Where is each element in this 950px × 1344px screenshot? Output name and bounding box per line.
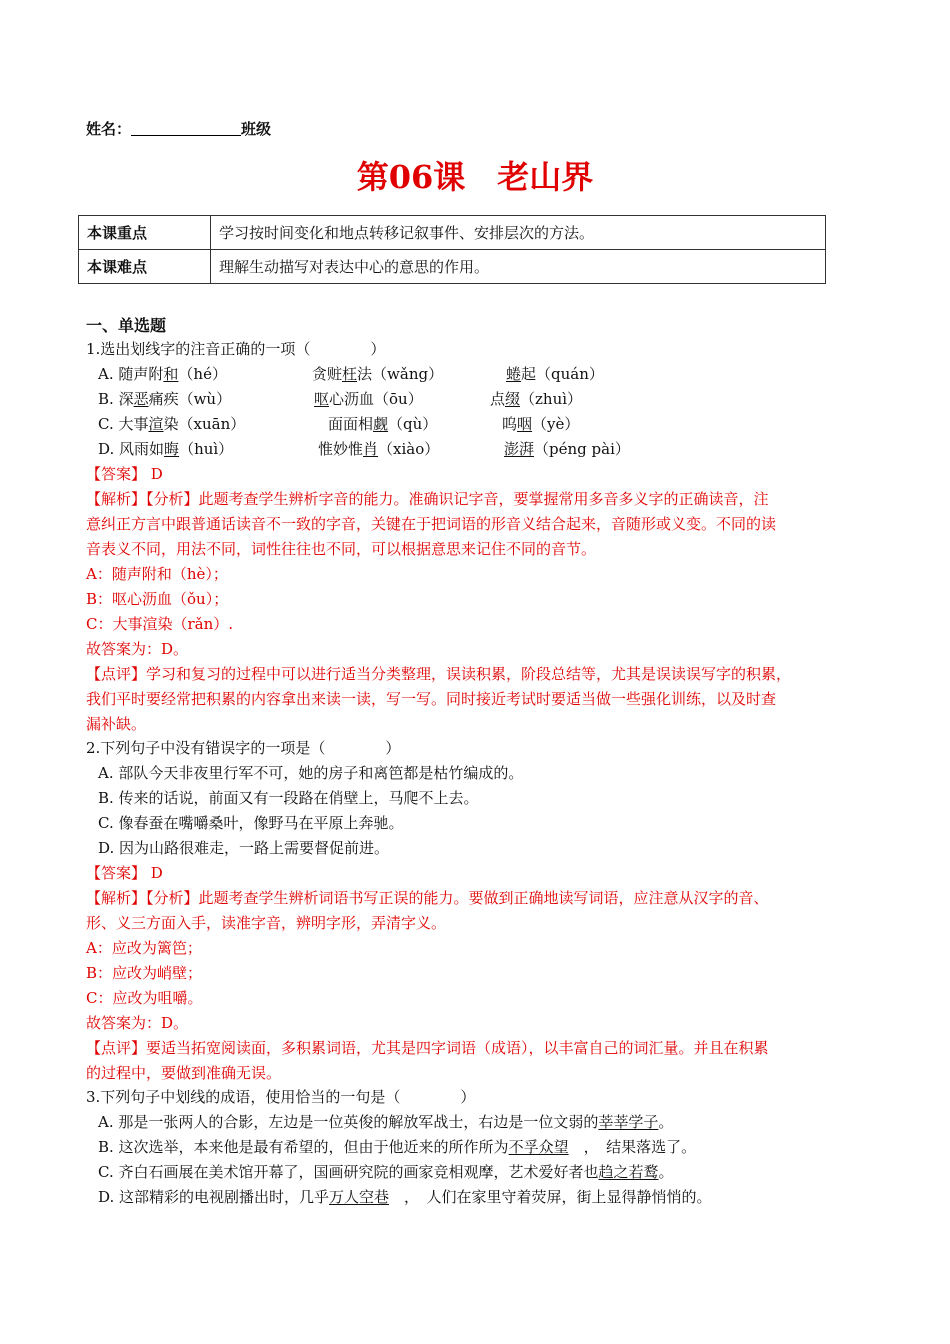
focus-table <box>78 215 826 284</box>
q1-analysis-line: C：大事渲染（rǎn）. <box>86 615 234 633</box>
q1-option-b-3: 点缀（zhuì） <box>490 390 583 408</box>
q1-option-d-1: D. 风雨如晦（huì） <box>98 440 234 458</box>
question-2-stem: 2.下列句子中没有错误字的一项是（ ） <box>86 739 401 757</box>
q1-comment-line: 漏补缺。 <box>86 715 147 733</box>
q1-option-b-1: B. 深恶痛疾（wù） <box>98 390 232 408</box>
q2-conclusion: 故答案为：D。 <box>86 1014 189 1032</box>
q1-conclusion: 故答案为：D。 <box>86 640 189 658</box>
table-value: 学习按时间变化和地点转移记叙事件、安排层次的方法。 <box>211 216 826 250</box>
q2-option-a: A. 部队今天非夜里行军不可，她的房子和离笆都是枯竹编成的。 <box>98 764 524 782</box>
section-heading: 一、单选题 <box>86 316 167 335</box>
name-class-row <box>86 118 271 139</box>
table-value: 理解生动描写对表达中心的意思的作用。 <box>211 250 826 284</box>
table-row <box>79 250 826 284</box>
q2-analysis-line: 形、义三方面入手，读准字音，辨明字形，弄清字义。 <box>86 914 447 932</box>
q1-analysis-line: A：随声附和（hè）； <box>86 565 228 583</box>
q1-option-d-3: 澎湃（péng pài） <box>504 440 630 458</box>
q1-analysis-line: 【解析】【分析】此题考查学生辨析字音的能力。准确识记字音，要掌握常用多音多义字的正确读音，注 <box>86 490 769 508</box>
q1-option-d-2: 惟妙惟肖（xiào） <box>318 440 440 458</box>
q1-comment-line: 我们平时要经常把积累的内容拿出来读一读，写一写。同时接近考试时要适当做一些强化训练，以及时查 <box>86 690 777 708</box>
q1-analysis-line: 音表义不同，用法不同，词性往往也不同，可以根据意思来记住不同的音节。 <box>86 540 597 558</box>
q1-option-c-3: 呜咽（yè） <box>502 415 580 433</box>
q2-answer: 【答案】 D <box>86 864 163 882</box>
table-row <box>79 216 826 250</box>
q1-option-a-1: A. 随声附和（hé） <box>98 365 227 383</box>
q2-analysis-line: 【解析】【分析】此题考查学生辨析词语书写正误的能力。要做到正确地读写词语，应注意从汉字的音、 <box>86 889 769 907</box>
q1-answer: 【答案】 D <box>86 465 163 483</box>
q1-option-c-2: 面面相觑（qù） <box>328 415 438 433</box>
table-key: 本课重点 <box>79 216 211 250</box>
q2-analysis-line: B：应改为峭壁； <box>86 964 203 982</box>
q2-analysis-line: A：应改为篱笆； <box>86 939 202 957</box>
q1-analysis-line: 意纠正方言中跟普通话读音不一致的字音，关键在于把词语的形音义结合起来，音随形或义变。不同的读 <box>86 515 777 533</box>
name-blank[interactable] <box>131 121 241 136</box>
class-label: 班级 <box>241 120 272 138</box>
question-3-stem: 3.下列句子中划线的成语，使用恰当的一句是（ ） <box>86 1088 476 1106</box>
q2-option-c: C. 像春蚕在嘴嚼桑叶，像野马在平原上奔驰。 <box>98 814 404 832</box>
q1-option-c-1: C. 大事渲染（xuān） <box>98 415 246 433</box>
name-label: 姓名： <box>86 120 132 138</box>
q3-option-a: A. 那是一张两人的合影，左边是一位英俊的解放军战士，右边是一位文弱的莘莘学子。 <box>98 1113 674 1131</box>
q2-comment-line: 【点评】要适当拓宽阅读面，多积累词语，尤其是四字词语（成语），以丰富自己的词汇量。并且在积累 <box>86 1039 769 1057</box>
q2-option-b: B. 传来的话说，前面又有一段路在俏壁上，马爬不上去。 <box>98 789 479 807</box>
q3-option-c: C. 齐白石画展在美术馆开幕了，国画研究院的画家竞相观摩，艺术爱好者也趋之若鹜。 <box>98 1163 674 1181</box>
lesson-title: 第06课 老山界 <box>356 158 594 196</box>
q2-analysis-line: C：应改为咀嚼。 <box>86 989 203 1007</box>
q1-comment-line: 【点评】学习和复习的过程中可以进行适当分类整理，误读积累，阶段总结等，尤其是误读误写字的积累， <box>86 665 792 683</box>
q1-option-a-3: 蜷起（quán） <box>506 365 604 383</box>
q1-analysis-line: B：呕心沥血（ǒu）； <box>86 590 229 608</box>
q1-option-a-2: 贪赃枉法（wǎng） <box>312 365 444 383</box>
q2-comment-line: 的过程中，要做到准确无误。 <box>86 1064 282 1082</box>
q3-option-d: D. 这部精彩的电视剧播出时，几乎万人空巷 ， 人们在家里守着荧屏，街上显得静悄悄的。 <box>98 1188 712 1206</box>
question-1-stem: 1.选出划线字的注音正确的一项（ ） <box>86 340 386 358</box>
q3-option-b: B. 这次选举，本来他是最有希望的，但由于他近来的所作所为不孚众望 ， 结果落选了。 <box>98 1138 697 1156</box>
q2-option-d: D. 因为山路很难走，一路上需要督促前进。 <box>98 839 390 857</box>
q1-option-b-2: 呕心沥血（ōu） <box>314 390 423 408</box>
table-key: 本课难点 <box>79 250 211 284</box>
